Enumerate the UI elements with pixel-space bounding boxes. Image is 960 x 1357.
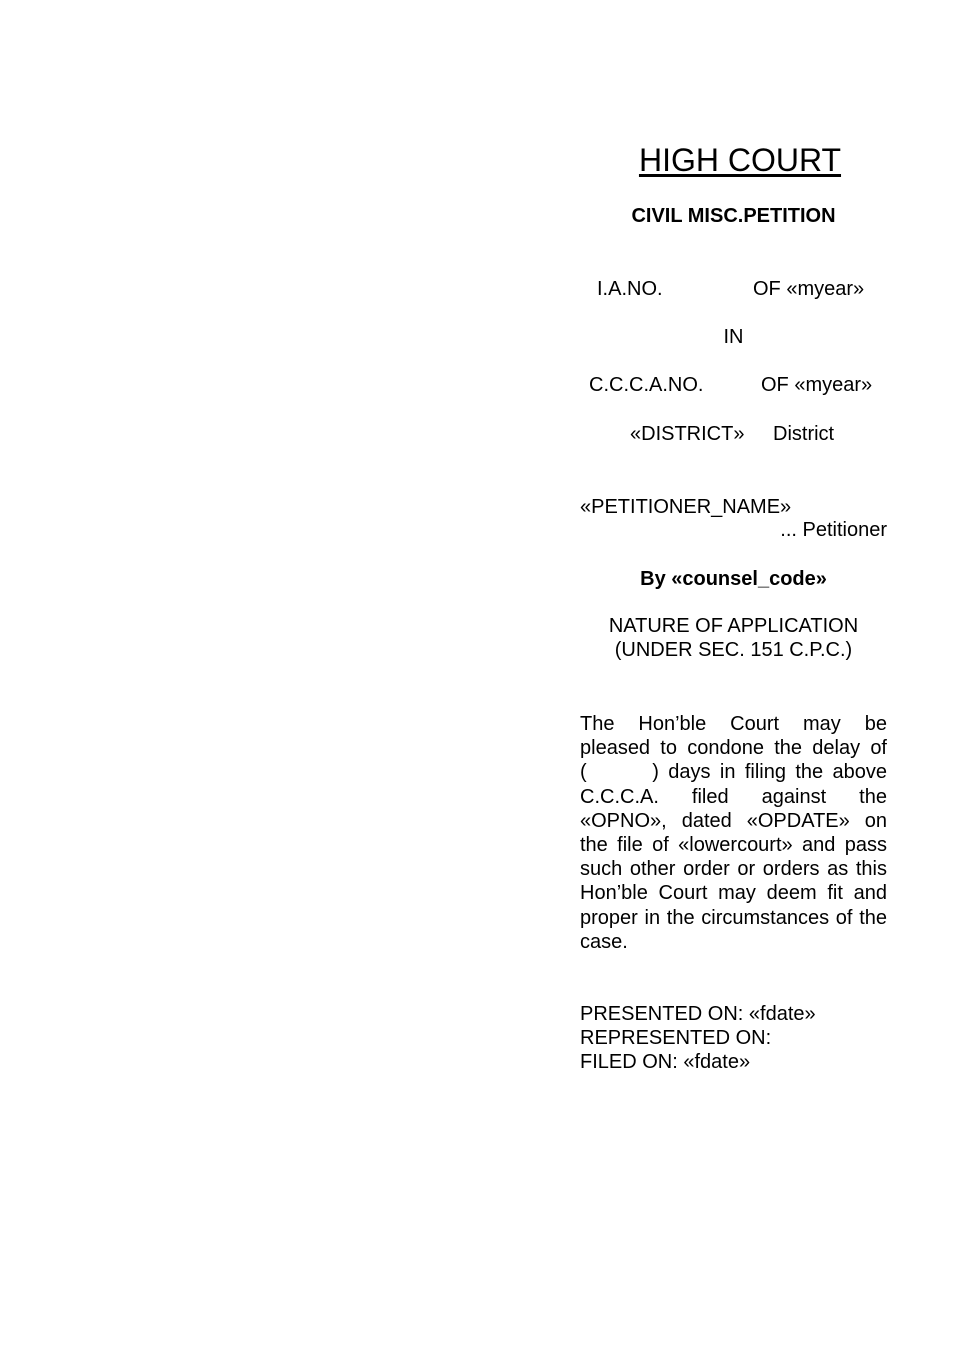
filed-on: FILED ON: «fdate»	[580, 1051, 751, 1073]
district-field: «DISTRICT»	[630, 423, 745, 445]
court-title: HIGH COURT	[638, 142, 842, 178]
ccca-number-label: C.C.C.A.NO.	[589, 374, 704, 396]
ia-number-label: I.A.NO.	[597, 278, 663, 300]
prayer-paragraph: The Hon’ble Court may be pleased to condone the delay of ( ) days in filing the above C.C.C.A. filed against the «OPNO», dated «OPDATE» on the file of «lowercourt» and pass such other order or orders as this Hon’ble Court may deem fit and proper in the circumstances of the case.	[580, 713, 887, 953]
district-label: District	[773, 423, 835, 445]
ia-year-label: OF «myear»	[753, 278, 865, 300]
nature-section: (UNDER SEC. 151 C.P.C.)	[614, 639, 853, 661]
counsel-line: By «counsel_code»	[640, 568, 827, 590]
petitioner-role: ... Petitioner	[780, 519, 887, 541]
in-label: IN	[723, 326, 744, 348]
petitioner-name: «PETITIONER_NAME»	[580, 496, 792, 518]
ccca-year-label: OF «myear»	[761, 374, 873, 396]
presented-on: PRESENTED ON: «fdate»	[580, 1003, 816, 1025]
represented-on: REPRESENTED ON:	[580, 1027, 772, 1049]
petition-type: CIVIL MISC.PETITION	[631, 205, 836, 227]
nature-heading: NATURE OF APPLICATION	[608, 615, 859, 637]
filing-dates	[580, 1002, 887, 1074]
